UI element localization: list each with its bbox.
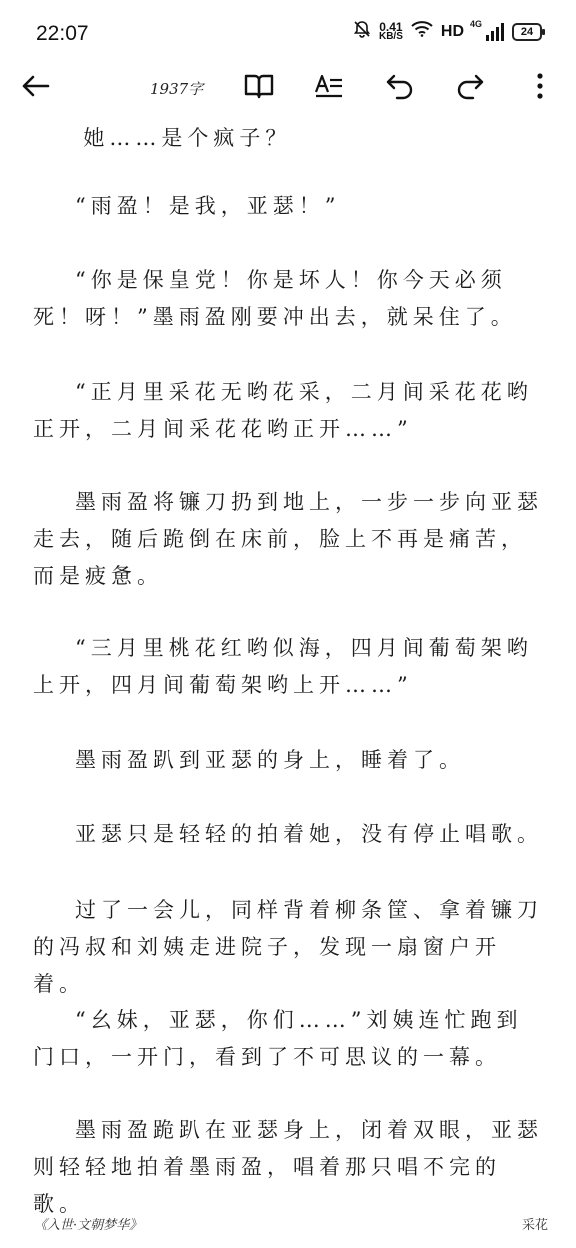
paragraph: 亚瑟只是轻轻的拍着她，没有停止唱歌。 — [75, 822, 543, 846]
open-book-icon — [243, 72, 275, 100]
more-options-button[interactable] — [522, 68, 558, 104]
paragraph: 过了一会儿，同样背着柳条筐、拿着镰刀的冯叔和刘姨走进院子，发现一扇窗户开着。 — [33, 898, 543, 996]
status-time: 22:07 — [36, 22, 89, 45]
paragraph: “幺妹，亚瑟，你们……”刘姨连忙跑到门口，一开门，看到了不可思议的一幕。 — [33, 1008, 523, 1069]
signal-icon: 4G — [472, 23, 504, 41]
paragraph: 墨雨盈将镰刀扔到地上，一步一步向亚瑟走去，随后跪倒在床前，脸上不再是痛苦，而是疲惫。 — [33, 490, 543, 588]
text-format-button[interactable] — [311, 68, 347, 104]
paragraph: “你是保皇党！你是坏人！你今天必须死！呀！”墨雨盈刚要冲出去，就呆住了。 — [33, 268, 517, 329]
network-type: HD — [440, 22, 464, 40]
paragraph: 墨雨盈趴到亚瑟的身上，睡着了。 — [75, 748, 465, 772]
text-format-icon — [313, 72, 345, 100]
more-vertical-icon — [536, 72, 544, 100]
battery-indicator: 24 — [512, 23, 542, 41]
chapter-title: 采花 — [521, 1218, 548, 1233]
paragraph: “雨盈！是我，亚瑟！” — [75, 194, 341, 218]
undo-button[interactable] — [382, 68, 418, 104]
word-count: 1937字 — [150, 80, 204, 98]
network-speed: 0.41 KB/S — [378, 19, 403, 42]
mute-bell-icon — [353, 20, 371, 43]
paragraph: 墨雨盈跪趴在亚瑟身上，闭着双眼，亚瑟则轻轻地拍着墨雨盈，唱着那只唱不完的歌。 — [33, 1118, 543, 1216]
paragraph: “三月里桃花红哟似海，四月间葡萄架哟上开，四月间葡萄架哟上开……” — [33, 636, 533, 697]
status-icons — [353, 20, 542, 43]
reader-toolbar — [0, 62, 576, 112]
wifi-icon — [411, 21, 433, 42]
arrow-left-icon — [20, 74, 50, 98]
paragraph: 她……是个疯子？ — [83, 126, 292, 150]
undo-icon — [385, 72, 415, 100]
bookshelf-button[interactable] — [241, 68, 277, 104]
redo-button[interactable] — [452, 68, 488, 104]
paragraph: “正月里采花无哟花采，二月间采花花哟正开，二月间采花花哟正开……” — [33, 380, 533, 441]
redo-icon — [455, 72, 485, 100]
book-title: 《入世·文朝梦华》 — [34, 1218, 143, 1233]
back-button[interactable] — [17, 68, 53, 104]
status-bar — [0, 0, 576, 70]
